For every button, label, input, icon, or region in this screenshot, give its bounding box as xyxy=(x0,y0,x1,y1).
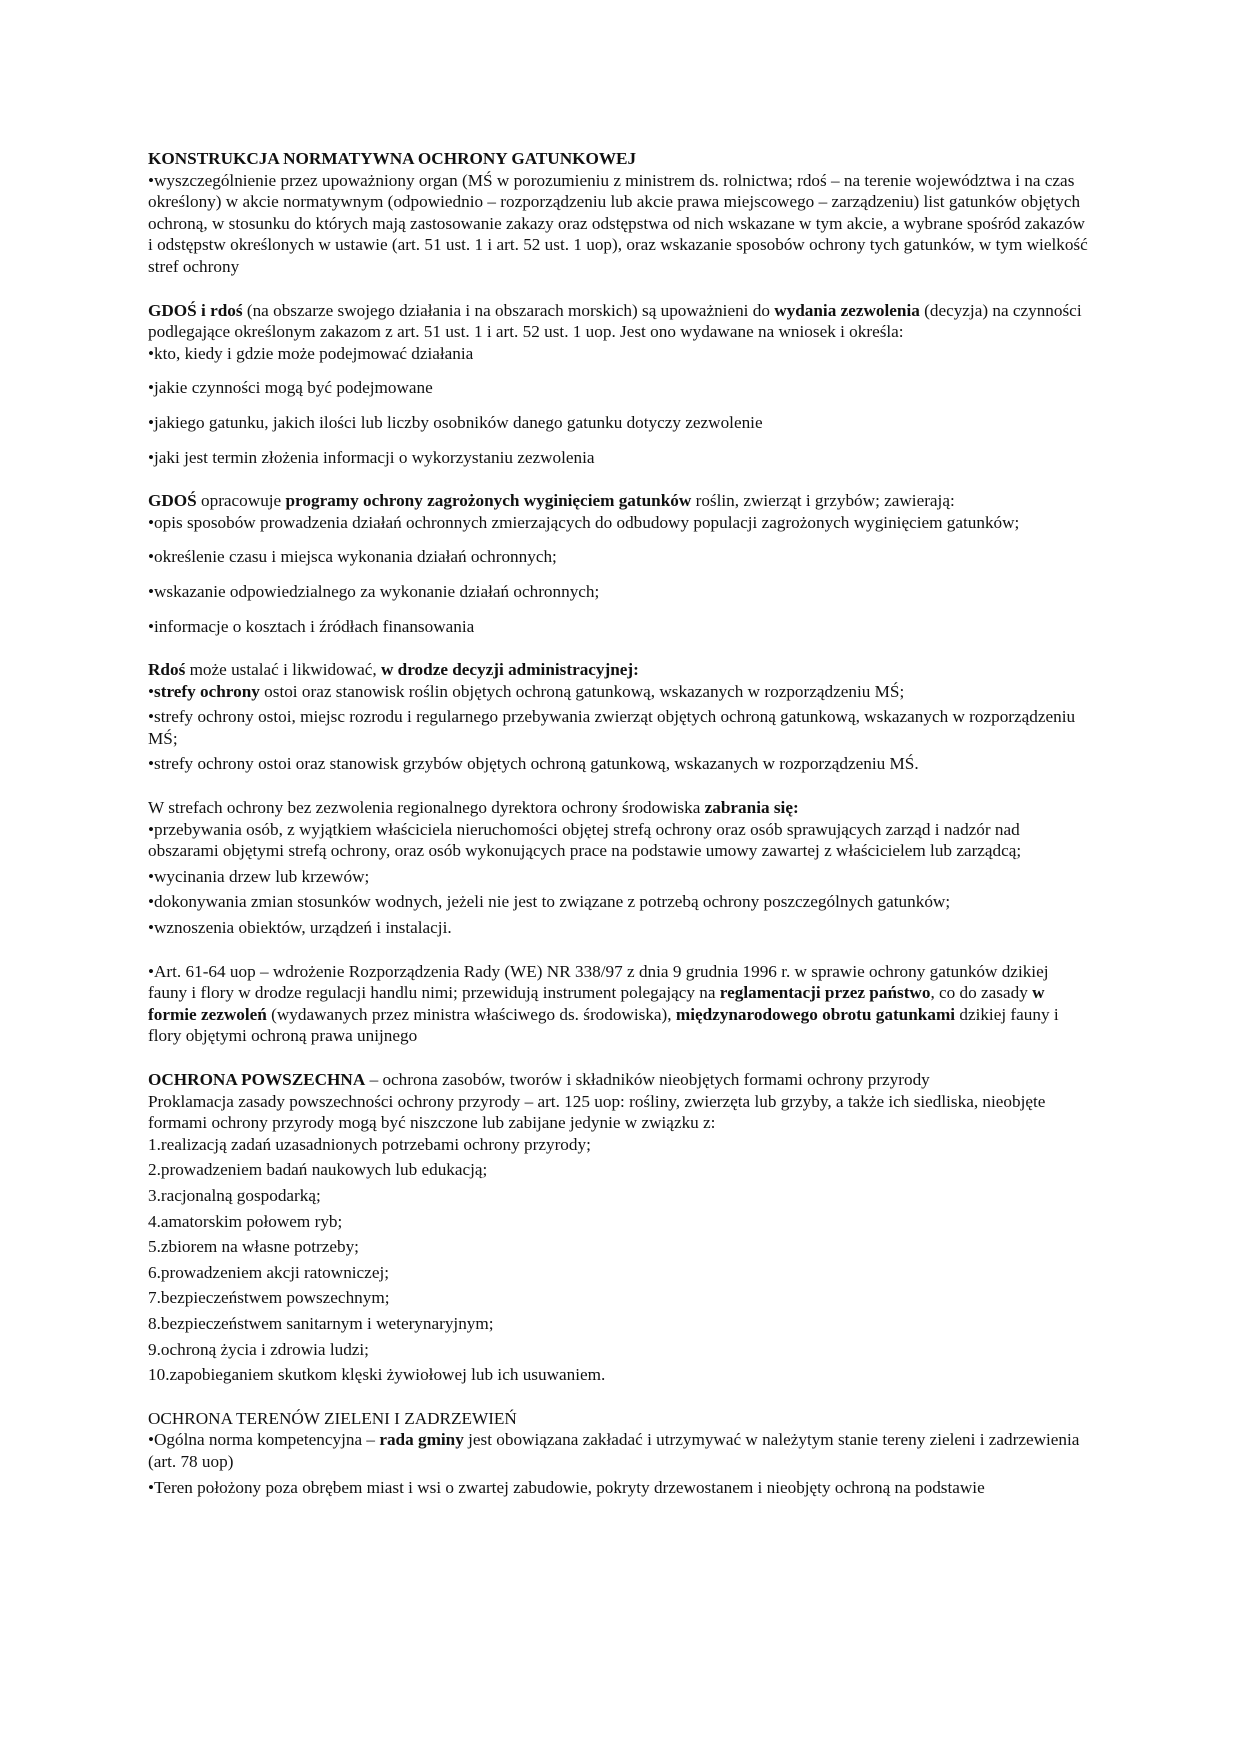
list-item: 1.realizacją zadań uzasadnionych potrzebami ochrony przyrody; xyxy=(148,1134,591,1154)
list-item: •przebywania osób, z wyjątkiem właściciela nieruchomości objętej strefą ochrony oraz osób sprawujących zarząd i nadzór nad obszarami objętymi strefą ochrony, oraz osób wykonujących prace na podstawie umowy zawartej z właścicielem lub zarządcą; xyxy=(148,819,1022,861)
paragraph: GDOŚ i rdoś (na obszarze swojego działania i na obszarach morskich) są upoważnieni do wydania zezwolenia (decyzja) na czynności podlegające określonym zakazom z art. 51 ust. 1 i art. 52 ust. 1 uop. Jest ono wydawane na wniosek i określa: xyxy=(148,300,1082,342)
list-item: •Teren położony poza obrębem miast i wsi o zwartej zabudowie, pokryty drzewostanem i nieobjęty ochroną na podstawie xyxy=(148,1477,985,1497)
list-item: 2.prowadzeniem badań naukowych lub edukacją; xyxy=(148,1160,488,1180)
section-zezwolenie xyxy=(148,300,1090,469)
list-item: 4.amatorskim połowem ryb; xyxy=(148,1211,343,1231)
list-item: 9.ochroną życia i zdrowia ludzi; xyxy=(148,1339,369,1359)
paragraph: •wyszczególnienie przez upoważniony organ (MŚ w porozumieniu z ministrem ds. rolnictwa; rdoś – na terenie województwa i na czas określony) w akcie normatywnym (odpowiednio – rozporządzeniu lub akcie prawa miejscowego – zarządzeniu) list gatunków objętych ochroną, w stosunku do których mają zastosowanie zakazy oraz odstępstwa od nich wskazane w tym akcie, a wybrane spośród zakazów i odstępstw określonych w ustawie (art. 51 ust. 1 i art. 52 ust. 1 uop), oraz wskazanie sposobów ochrony tych gatunków, w tym wielkość stref ochrony xyxy=(148,170,1088,276)
list-item: 5.zbiorem na własne potrzeby; xyxy=(148,1237,359,1257)
section-title: KONSTRUKCJA NORMATYWNA OCHRONY GATUNKOWEJ xyxy=(148,149,637,168)
section-konstrukcja xyxy=(148,148,1090,278)
list-item: •jakie czynności mogą być podejmowane xyxy=(148,378,433,398)
list-item: •dokonywania zmian stosunków wodnych, jeżeli nie jest to związane z potrzebą ochrony poszczególnych gatunków; xyxy=(148,892,951,912)
list-item: 7.bezpieczeństwem powszechnym; xyxy=(148,1288,390,1308)
list-item: •określenie czasu i miejsca wykonania działań ochronnych; xyxy=(148,547,557,567)
paragraph: •Art. 61-64 uop – wdrożenie Rozporządzenia Rady (WE) NR 338/97 z dnia 9 grudnia 1996 r. w sprawie ochrony gatunków dzikiej fauny i flory w drodze regulacji handlu nimi; przewidują instrument polegający na reglamentacji przez państwo, co do zasady w formie zezwoleń (wydawanych przez ministra właściwego ds. środowiska), międzynarodowego obrotu gatunkami dzikiej fauny i flory objętymi ochroną prawa unijnego xyxy=(148,961,1059,1046)
list-item: •wycinania drzew lub krzewów; xyxy=(148,866,370,886)
section-tereny-zieleni xyxy=(148,1408,1090,1498)
section-art61 xyxy=(148,961,1090,1047)
list-item: •Ogólna norma kompetencyjna – rada gminy jest obowiązana zakładać i utrzymywać w należytym stanie tereny zieleni i zadrzewienia (art. 78 uop) xyxy=(148,1430,1080,1471)
section-programy xyxy=(148,490,1090,637)
section-zakazy xyxy=(148,797,1090,939)
paragraph: W strefach ochrony bez zezwolenia regionalnego dyrektora ochrony środowiska zabrania się: xyxy=(148,798,799,818)
paragraph: GDOŚ opracowuje programy ochrony zagrożonych wyginięciem gatunków roślin, zwierząt i grzybów; zawierają: xyxy=(148,491,955,511)
section-ochrona-powszechna xyxy=(148,1069,1090,1386)
section-title: OCHRONA TERENÓW ZIELENI I ZADRZEWIEŃ xyxy=(148,1408,517,1428)
list-item: •wskazanie odpowiedzialnego za wykonanie działań ochronnych; xyxy=(148,581,600,601)
list-item: •jakiego gatunku, jakich ilości lub liczby osobników danego gatunku dotyczy zezwolenie xyxy=(148,412,763,432)
paragraph: Proklamacja zasady powszechności ochrony przyrody – art. 125 uop: rośliny, zwierzęta lub grzyby, a także ich siedliska, nieobjęte formami ochrony przyrody mogą być niszczone lub zabijane jedynie w związku z: xyxy=(148,1091,1046,1133)
list-item: •opis sposobów prowadzenia działań ochronnych zmierzających do odbudowy populacji zagrożonych wyginięciem gatunków; xyxy=(148,512,1020,532)
paragraph: Rdoś może ustalać i likwidować, w drodze decyzji administracyjnej: xyxy=(148,660,639,680)
list-item: •strefy ochrony ostoi, miejsc rozrodu i regularnego przebywania zwierząt objętych ochroną gatunkową, wskazanych w rozporządzeniu MŚ; xyxy=(148,707,1076,748)
list-item: •wznoszenia obiektów, urządzeń i instalacji. xyxy=(148,918,452,938)
list-item: •strefy ochrony ostoi oraz stanowisk grzybów objętych ochroną gatunkową, wskazanych w rozporządzeniu MŚ. xyxy=(148,754,919,774)
list-item: •strefy ochrony ostoi oraz stanowisk roślin objętych ochroną gatunkową, wskazanych w rozporządzeniu MŚ; xyxy=(148,681,905,701)
list-item: 6.prowadzeniem akcji ratowniczej; xyxy=(148,1262,389,1282)
list-item: •informacje o kosztach i źródłach finansowania xyxy=(148,616,475,636)
list-item: 10.zapobieganiem skutkom klęski żywiołowej lub ich usuwaniem. xyxy=(148,1365,606,1385)
paragraph: OCHRONA POWSZECHNA – ochrona zasobów, tworów i składników nieobjętych formami ochrony przyrody xyxy=(148,1070,930,1089)
list-item: 8.bezpieczeństwem sanitarnym i weterynaryjnym; xyxy=(148,1313,494,1333)
section-rdos xyxy=(148,659,1090,775)
list-item: 3.racjonalną gospodarką; xyxy=(148,1185,321,1205)
list-item: •jaki jest termin złożenia informacji o wykorzystaniu zezwolenia xyxy=(148,447,595,467)
list-item: •kto, kiedy i gdzie może podejmować działania xyxy=(148,343,474,363)
